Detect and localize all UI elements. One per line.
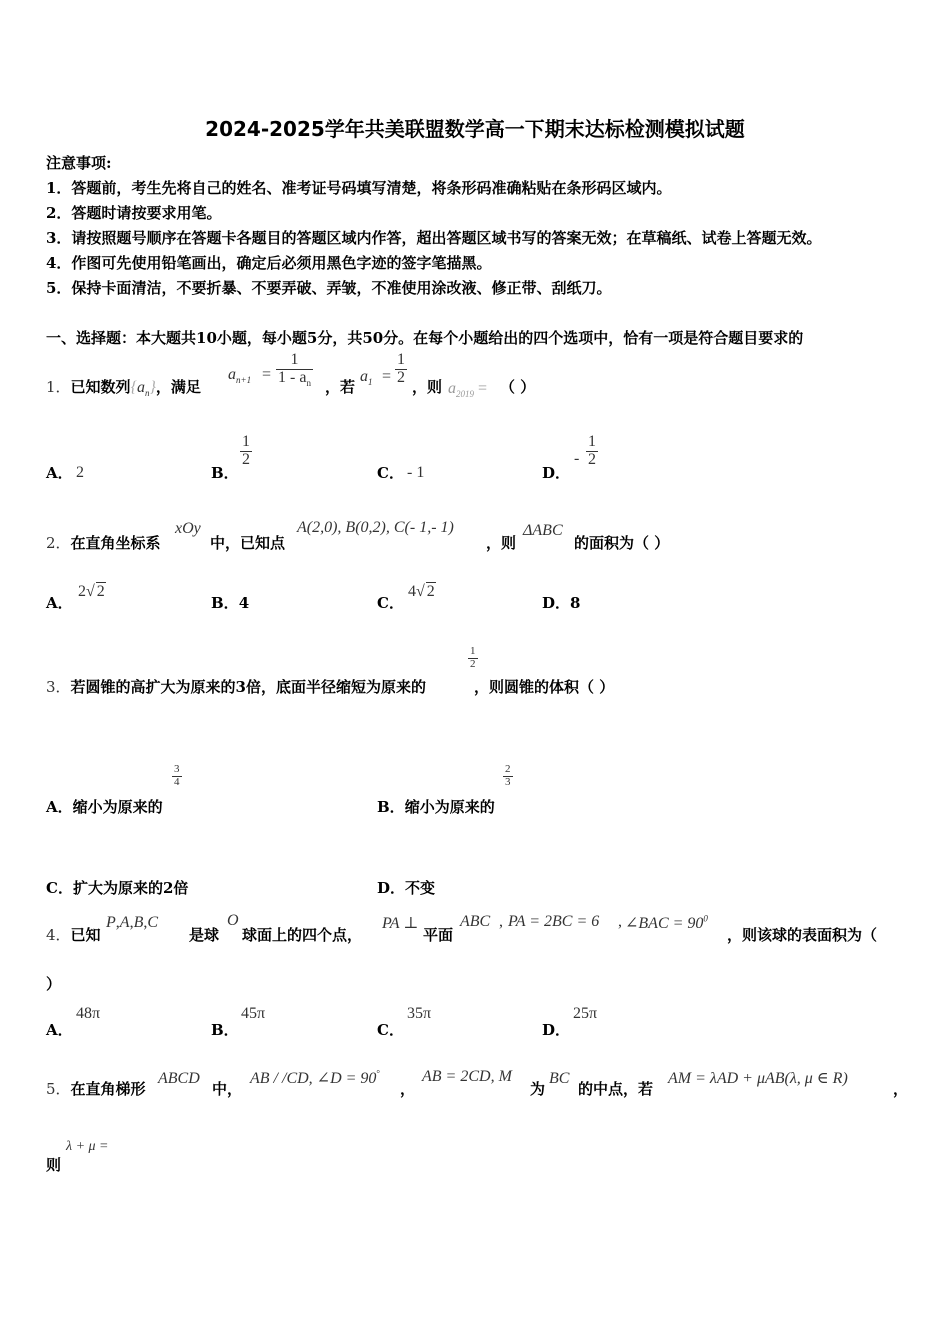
q1-paren: （ ）	[500, 378, 536, 396]
q1-a1: $a_1$	[360, 368, 373, 388]
q2-option-c-value: 4√ 2	[408, 583, 435, 600]
q4-perp: PA ⊥	[382, 915, 419, 932]
q4-option-b-value: 45π	[241, 1005, 266, 1022]
q1-recurrence: $a_{n+1}$	[228, 366, 252, 386]
note-item-5: 5．保持卡面清洁，不要折暴、不要弄破、弄皱，不准使用涂改液、修正带、刮纸刀。	[46, 279, 612, 297]
q5-ask: λ + μ =	[66, 1139, 109, 1154]
q1-rec-fraction: $\frac{1}{1 - a_n}$	[278, 351, 311, 388]
q2-text-2: 中，已知点	[210, 534, 286, 552]
q2-option-a: A．	[46, 594, 73, 612]
q1-text-1: 已知数列	[70, 378, 131, 396]
q4-condition: PA = 2BC = 6	[508, 913, 600, 930]
q4-option-c: C．	[377, 1021, 404, 1039]
q1-text-3: ，若	[325, 378, 356, 396]
q2-option-b: B．4	[211, 594, 250, 612]
q2-system: xOy	[175, 520, 201, 537]
q3-option-a-fraction: $\frac{3}{4}$	[174, 763, 180, 788]
q5-text-3: 为	[530, 1080, 546, 1098]
q3-fraction: $\frac{1}{2}$	[470, 645, 476, 670]
q5-text-4: 的中点，若	[578, 1080, 654, 1098]
q1-option-a-value: 2	[76, 464, 84, 481]
note-item-1: 1．答题前，考生先将自己的姓名、准考证号码填写清楚，将条形码准确粘贴在条形码区域内。	[46, 179, 672, 197]
q2-points: A(2,0), B(0,2), C(- 1,- 1)	[297, 519, 454, 536]
q2-option-c: C．	[377, 594, 404, 612]
note-item-3: 3．请按照题号顺序在答题卡各题目的答题区域内作答，超出答题区域书写的答案无效；在草稿纸、试卷上答题无效。	[46, 229, 822, 247]
q1-option-c-value: - 1	[407, 464, 425, 481]
section-heading: 一、选择题：本大题共10小题，每小题5分，共50分。在每个小题给出的四个选项中，恰有一项是符合题目要求的	[46, 329, 804, 347]
q3-option-d: D．不变	[377, 879, 436, 897]
q4-text-2: 是球	[189, 926, 220, 944]
q1-option-d-sign: -	[574, 450, 580, 467]
q1-eq: =	[262, 366, 272, 383]
q1-option-b: B．	[211, 464, 239, 482]
q5-text-2: 中，	[212, 1080, 243, 1098]
q4-text-4: 平面	[423, 926, 454, 944]
q2-triangle: ΔABC	[523, 522, 563, 539]
q3-option-b: B．缩小为原来的	[377, 798, 495, 816]
q4-option-b: B．	[211, 1021, 239, 1039]
notes-heading: 注意事项:	[46, 154, 112, 172]
question-5: 5．在直角梯形	[46, 1080, 146, 1098]
q1-number: 1．	[46, 378, 71, 396]
q1-option-d: D．	[542, 464, 571, 482]
q1-option-b-fraction: $\frac{1}{2}$	[242, 433, 250, 468]
q2-option-d: D．8	[542, 594, 581, 612]
question-1: 1．已知数列$\{a_n\}$，满足	[46, 378, 201, 399]
q4-option-a: A．	[46, 1021, 73, 1039]
question-2: 2．在直角坐标系	[46, 534, 161, 552]
q5-segment: BC	[549, 1070, 570, 1087]
q4-angle: ∠BAC = $90^0$	[625, 913, 708, 932]
question-4: 4．已知	[46, 926, 101, 944]
q4-option-d-value: 25π	[573, 1005, 598, 1022]
q4-text-3: 球面上的四个点，	[242, 926, 363, 944]
note-item-2: 2．答题时请按要求用笔。	[46, 204, 222, 222]
page-title: 2024-2025学年共美联盟数学高一下期末达标检测模拟试题	[205, 117, 745, 141]
q2-text-3: ，则	[486, 534, 517, 552]
q5-cond-1: AB / /CD, ∠D = 90°	[250, 1068, 381, 1087]
q3-option-b-fraction: $\frac{2}{3}$	[505, 763, 511, 788]
q4-plane: ABC	[460, 913, 491, 930]
q3-text-2: ，则圆锥的体积（ ）	[474, 678, 615, 696]
q1-text-2: ，满足	[155, 378, 201, 396]
q5-cond-2: AB = 2CD, M	[422, 1068, 512, 1085]
q3-option-c: C．扩大为原来的2倍	[46, 879, 189, 897]
q2-text-4: 的面积为（ ）	[574, 534, 670, 552]
q1-seq-sub: n	[144, 388, 150, 399]
q1-option-a: A．	[46, 464, 73, 482]
q1-option-c: C．	[377, 464, 404, 482]
q3-option-a: A．缩小为原来的	[46, 798, 163, 816]
q4-option-d: D．	[542, 1021, 571, 1039]
q5-text-5: 则	[46, 1156, 62, 1174]
q4-option-c-value: 35π	[407, 1005, 432, 1022]
q1-text-4: ，则	[412, 378, 443, 396]
q1-option-d-fraction: $\frac{1}{2}$	[588, 433, 596, 468]
question-3: 3．若圆锥的高扩大为原来的3倍，底面半径缩短为原来的	[46, 678, 426, 696]
q4-center: O	[227, 912, 239, 929]
note-item-4: 4．作图可先使用铅笔画出，确定后必须用黑色字迹的签字笔描黑。	[46, 254, 492, 272]
q4-text-5: ，则该球的表面积为（	[727, 926, 878, 944]
q1-target: $a_{2019}$ =	[448, 380, 488, 400]
q1-seq: a	[136, 379, 145, 396]
q5-vector-equation: AM = λAD + μAB(λ, μ ∈ R)	[668, 1070, 848, 1087]
q4-text-6: ）	[46, 975, 62, 993]
q5-trapezoid: ABCD	[158, 1070, 200, 1087]
q4-option-a-value: 48π	[76, 1005, 101, 1022]
q1-a1-fraction: $\frac{1}{2}$	[397, 351, 405, 386]
q4-points: P,A,B,C	[106, 914, 159, 931]
q2-option-a-value: 2√ 2	[78, 583, 105, 600]
